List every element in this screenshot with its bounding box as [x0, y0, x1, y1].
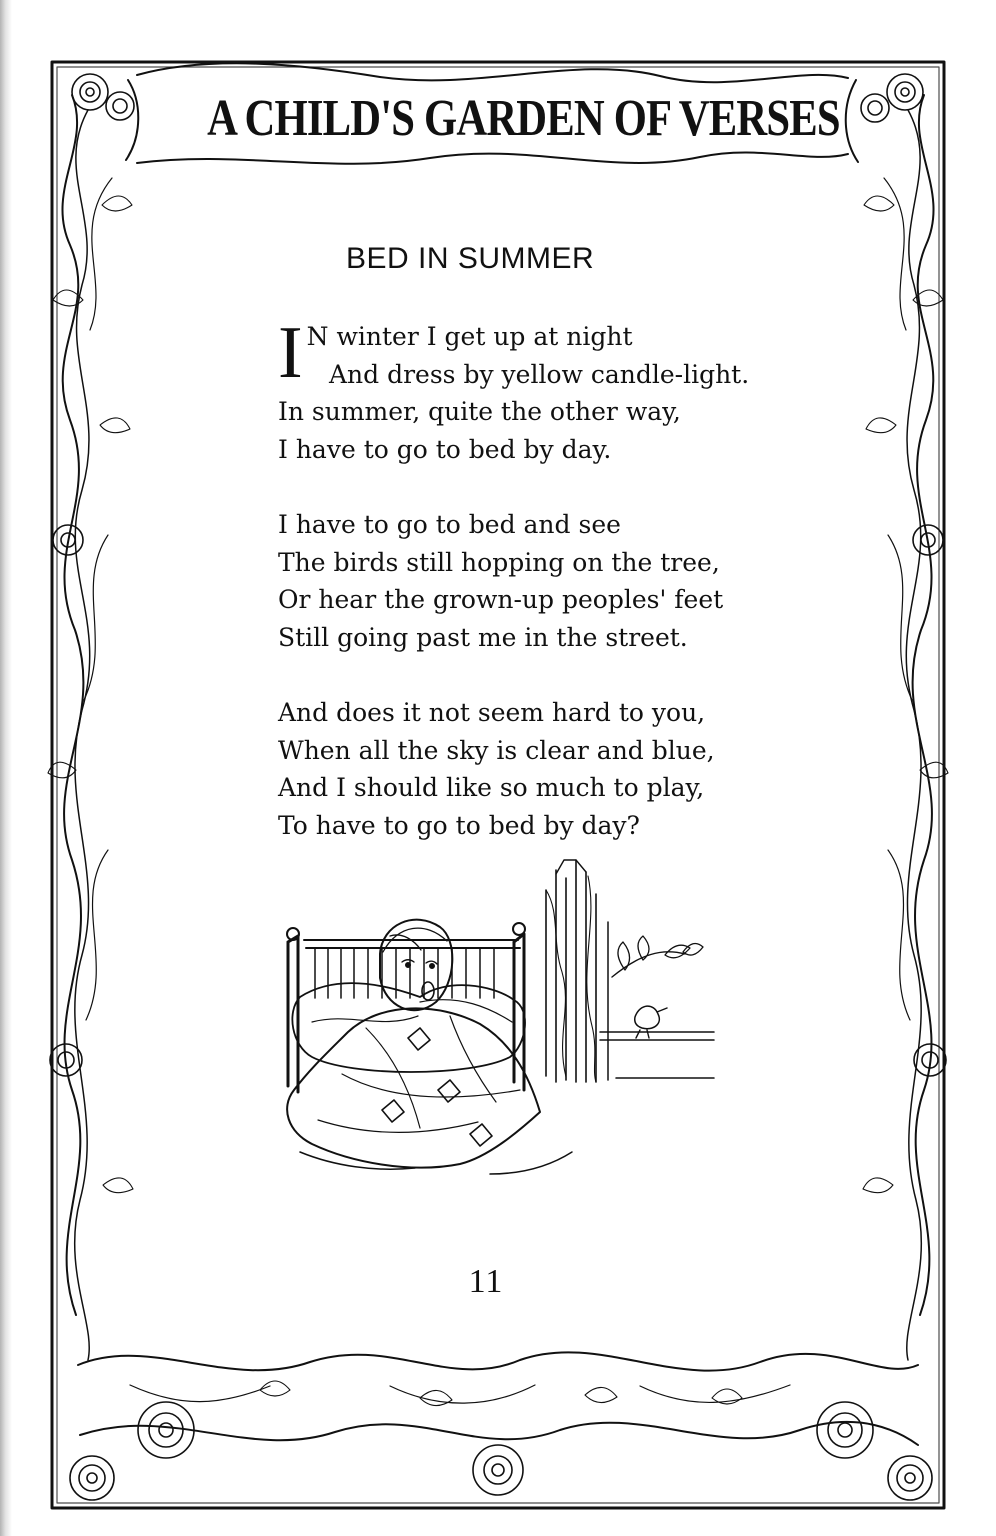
- drop-cap: I: [278, 312, 303, 394]
- poem-line: Or hear the grown-up peoples' feet: [278, 585, 724, 614]
- poem-line: I have to go to bed by day.: [278, 434, 612, 464]
- poem-line: And does it not seem hard to you,: [278, 698, 706, 727]
- running-title-band: [145, 78, 840, 160]
- child-in-bed-illustration: [270, 852, 720, 1182]
- poem-stanza: [278, 312, 750, 468]
- poem-line: And dress by yellow candle-light.: [329, 359, 750, 389]
- poem-stanza: [278, 694, 748, 844]
- poem-line: In summer, quite the other way,: [278, 397, 681, 426]
- poem-line: Still going past me in the street.: [278, 622, 688, 652]
- poem-line: I have to go to bed and see: [278, 510, 621, 539]
- spine-shadow: [0, 0, 12, 1536]
- book-title: A CHILD'S GARDEN OF VERSES: [207, 90, 840, 147]
- poem-line: N winter I get up at night: [306, 322, 633, 351]
- poem-line: To have to go to bed by day?: [278, 810, 640, 840]
- poem-line: When all the sky is clear and blue,: [278, 735, 715, 765]
- poem-title: BED IN SUMMER: [346, 242, 595, 275]
- poem-line: The birds still hopping on the tree,: [278, 547, 720, 577]
- poem-text: [278, 312, 750, 882]
- page-number: 11: [468, 1263, 504, 1300]
- poem-line: And I should like so much to play,: [278, 773, 705, 802]
- poem-stanza: [278, 506, 748, 656]
